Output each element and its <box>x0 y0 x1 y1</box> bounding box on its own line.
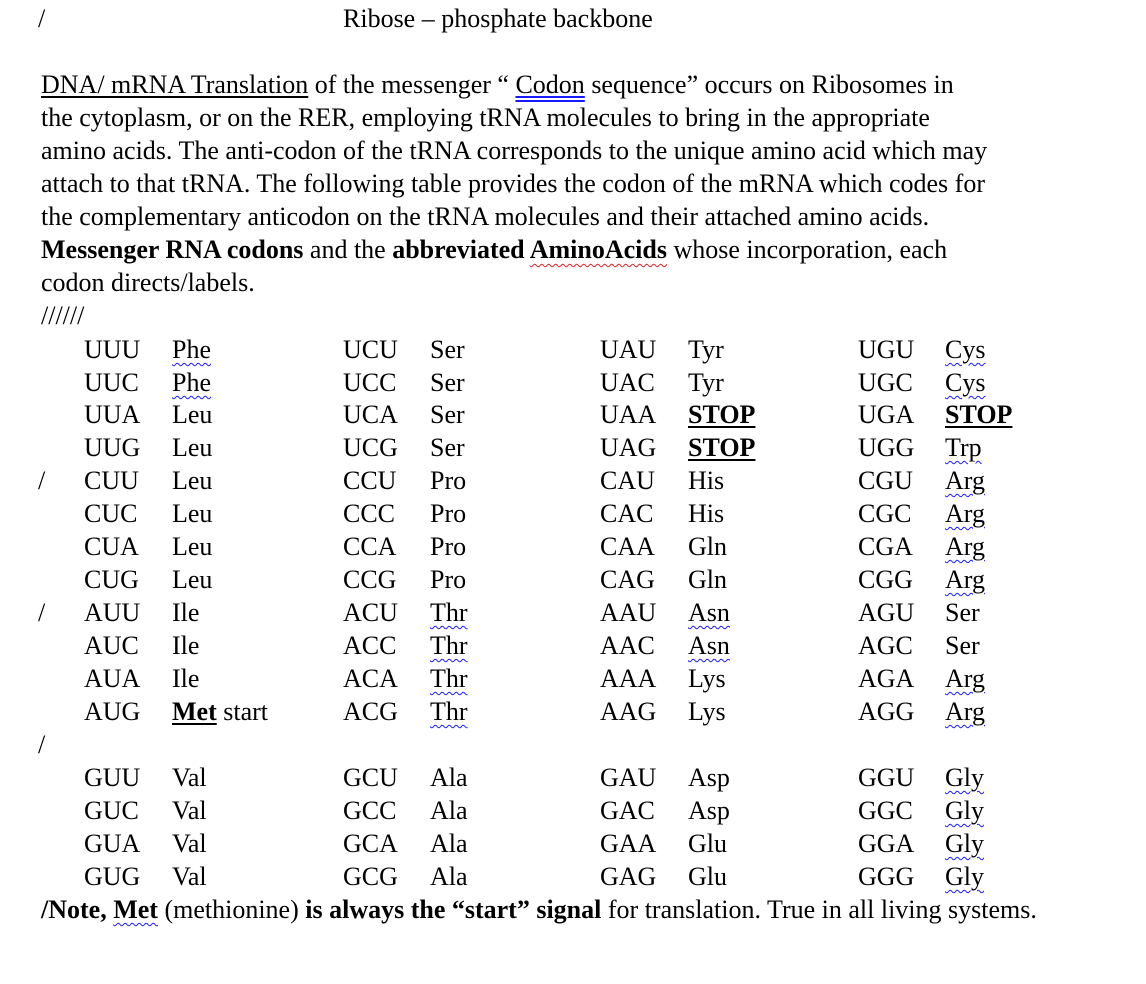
amino-acid <box>430 794 468 827</box>
codon: CAU <box>600 466 655 495</box>
intro-paragraph <box>41 68 1111 332</box>
codon: CGA <box>858 532 913 561</box>
amino-acid <box>430 695 468 728</box>
codon: UUG <box>84 433 141 462</box>
amino-acid-name: Gly <box>945 829 984 858</box>
codon: AGC <box>858 631 913 660</box>
codon: UAU <box>600 335 657 364</box>
codon: GUG <box>84 862 141 891</box>
codon: ACU <box>343 598 398 627</box>
codon: CGU <box>858 466 913 495</box>
amino-acid <box>688 563 727 596</box>
amino-acid-name: Arg <box>945 466 985 495</box>
amino-acid-name: Val <box>172 796 207 825</box>
amino-acid-name: His <box>688 499 725 528</box>
codon: UAG <box>600 433 657 462</box>
amino-acid <box>945 464 985 497</box>
codon: UCC <box>343 368 397 397</box>
codon: UGA <box>858 400 915 429</box>
amino-acid-name: Ile <box>172 631 200 660</box>
codon: UAC <box>600 368 655 397</box>
codon: GAG <box>600 862 657 891</box>
header-slash: / <box>38 4 46 33</box>
amino-acid <box>172 497 212 530</box>
amino-acid-name: Pro <box>430 565 467 594</box>
codon: CCG <box>343 565 397 594</box>
note-met: Met <box>113 895 158 924</box>
codon: CGC <box>858 499 912 528</box>
amino-acid-name: Cys <box>945 368 986 397</box>
amino-acid-name: Val <box>172 763 207 792</box>
codon: GCA <box>343 829 398 858</box>
amino-acid-name: Glu <box>688 829 727 858</box>
amino-acid <box>945 398 1012 431</box>
codon: AAC <box>600 631 655 660</box>
amino-acid <box>945 596 980 629</box>
paragraph-line-2: the cytoplasm, or on the RER, employing tRNA molecules to bring in the appropriate <box>41 103 930 132</box>
amino-acid <box>945 563 985 596</box>
codon: GGU <box>858 763 915 792</box>
amino-acid <box>430 563 466 596</box>
amino-acid <box>172 662 199 695</box>
amino-acid-name: Pro <box>430 499 467 528</box>
codon: GGA <box>858 829 915 858</box>
amino-acid-name: Ser <box>430 368 465 397</box>
amino-acid <box>688 794 730 827</box>
paragraph-line-3: amino acids. The anti-codon of the tRNA corresponds to the unique amino acid which may <box>41 136 988 165</box>
amino-acid-name: Arg <box>945 697 985 726</box>
amino-acid <box>430 860 468 893</box>
codon: CAG <box>600 565 655 594</box>
amino-acid <box>172 530 212 563</box>
codon: AGG <box>858 697 915 726</box>
amino-acid <box>172 827 207 860</box>
translation-term: DNA/ mRNA Translation <box>41 70 309 99</box>
codon: CCU <box>343 466 397 495</box>
amino-acid-name: Trp <box>945 433 982 462</box>
codon: AUC <box>84 631 139 660</box>
abbreviated-term: abbreviated <box>392 235 530 264</box>
amino-acid <box>430 464 466 497</box>
amino-acid-name: Phe <box>172 368 211 397</box>
amino-acid <box>688 497 724 530</box>
codon: CUG <box>84 565 139 594</box>
amino-acid-name: Leu <box>172 499 213 528</box>
amino-acid <box>430 761 468 794</box>
amino-acid <box>430 497 466 530</box>
codon: UUC <box>84 368 139 397</box>
amino-acid <box>430 662 468 695</box>
amino-acid <box>688 398 755 431</box>
paragraph-line-1 <box>41 68 1111 101</box>
amino-acid-name: Ser <box>945 598 980 627</box>
amino-acid-name: Ala <box>430 763 468 792</box>
amino-acid-name: Ser <box>430 400 465 429</box>
paragraph-line-5: the complementary anticodon on the tRNA molecules and their attached amino acids. <box>41 202 930 231</box>
amino-acid-name: Thr <box>430 598 468 627</box>
amino-acid-name: Ala <box>430 862 468 891</box>
amino-acid-name: Gln <box>688 532 727 561</box>
codon: UGU <box>858 335 915 364</box>
amino-acid <box>688 530 727 563</box>
codon-term: Codon <box>515 70 585 99</box>
text-fragment: and the <box>303 235 393 264</box>
text-fragment: whose incorporation, each <box>666 235 948 264</box>
amino-acid <box>172 431 212 464</box>
amino-acid <box>945 497 985 530</box>
codon: CCC <box>343 499 396 528</box>
amino-acid <box>172 695 268 728</box>
codon: AGA <box>858 664 915 693</box>
amino-acid-name: Val <box>172 829 207 858</box>
amino-acid-name: Gln <box>688 565 727 594</box>
codon: ACA <box>343 664 398 693</box>
amino-acid-name: Tyr <box>688 368 724 397</box>
amino-acid-name: Pro <box>430 466 467 495</box>
codon: CUA <box>84 532 139 561</box>
amino-acid-name: Cys <box>945 335 986 364</box>
amino-acid <box>688 596 730 629</box>
amino-acid-name: Ser <box>945 631 980 660</box>
codon: AUA <box>84 664 141 693</box>
codon: UCG <box>343 433 398 462</box>
page-title: Ribose – phosphate backbone <box>343 4 653 33</box>
amino-acid-name: Lys <box>688 697 726 726</box>
text-fragment: for translation. True in all living systems. <box>601 895 1037 924</box>
amino-acid <box>945 794 984 827</box>
codon: CCA <box>343 532 397 561</box>
amino-acid-name: Thr <box>430 664 468 693</box>
marker-slash-gap: / <box>38 730 46 759</box>
codon: GGG <box>858 862 915 891</box>
codon: ACC <box>343 631 397 660</box>
amino-acid-name: STOP <box>688 400 756 429</box>
amino-acid-name: Asp <box>688 796 730 825</box>
amino-acid <box>688 695 726 728</box>
start-label: start <box>216 697 269 726</box>
amino-acid-name: Ser <box>430 433 465 462</box>
codon: AAA <box>600 664 657 693</box>
amino-acid-name: Pro <box>430 532 467 561</box>
amino-acid <box>172 860 207 893</box>
codon: GCG <box>343 862 398 891</box>
codon: CAA <box>600 532 655 561</box>
amino-acid <box>945 761 984 794</box>
amino-acid <box>945 629 980 662</box>
codon: UCA <box>343 400 398 429</box>
codon: UUA <box>84 400 141 429</box>
amino-acid-name: STOP <box>945 400 1013 429</box>
note-start-signal: is always the “start” signal <box>305 895 602 924</box>
paragraph-line-6 <box>41 233 1111 266</box>
amino-acid-name: Arg <box>945 565 985 594</box>
amino-acid-name: Tyr <box>688 335 724 364</box>
amino-acid <box>945 827 984 860</box>
amino-acid-name: Ala <box>430 829 468 858</box>
note-paragraph <box>41 893 1101 926</box>
amino-acid-name: Met <box>172 697 217 726</box>
codon: AAG <box>600 697 657 726</box>
codon: GAU <box>600 763 657 792</box>
codon: ACG <box>343 697 398 726</box>
amino-acid-name: Gly <box>945 796 984 825</box>
amino-acid-name: Asn <box>688 598 730 627</box>
amino-acid <box>688 827 727 860</box>
codon: UGC <box>858 368 913 397</box>
paragraph-line-4: attach to that tRNA. The following table provides the codon of the mRNA which codes for <box>41 169 985 198</box>
amino-acid-name: Glu <box>688 862 727 891</box>
amino-acid-name: Leu <box>172 565 213 594</box>
marker-slash-a: / <box>38 598 46 627</box>
amino-acid <box>172 366 211 399</box>
codon: UAA <box>600 400 657 429</box>
amino-acid <box>430 827 468 860</box>
amino-acid <box>688 761 730 794</box>
codon: UGG <box>858 433 915 462</box>
amino-acid-name: Leu <box>172 532 213 561</box>
amino-acid <box>172 398 212 431</box>
amino-acid-name: Leu <box>172 433 213 462</box>
amino-acid <box>945 860 984 893</box>
amino-acid <box>172 333 211 366</box>
amino-acid-name: Leu <box>172 466 213 495</box>
codon: GUC <box>84 796 139 825</box>
amino-acid <box>172 761 207 794</box>
marker-slash-c: / <box>38 466 46 495</box>
amino-acid <box>430 398 465 431</box>
amino-acid-name: Thr <box>430 697 468 726</box>
amino-acid <box>430 596 468 629</box>
amino-acid-name: Arg <box>945 532 985 561</box>
amino-acid <box>945 366 985 399</box>
codon: GGC <box>858 796 913 825</box>
amino-acid <box>430 366 465 399</box>
amino-acid <box>430 530 466 563</box>
amino-acid-name: Lys <box>688 664 726 693</box>
codon: GAC <box>600 796 655 825</box>
amino-acid <box>688 366 724 399</box>
codon: AGU <box>858 598 915 627</box>
amino-acid-name: STOP <box>688 433 756 462</box>
amino-acid <box>945 333 985 366</box>
amino-acid <box>688 464 724 497</box>
amino-acid-name: Arg <box>945 499 985 528</box>
amino-acid-name: Ala <box>430 796 468 825</box>
amino-acid-name: Phe <box>172 335 211 364</box>
codon: GUU <box>84 763 141 792</box>
codon: GAA <box>600 829 657 858</box>
codon: AUG <box>84 697 141 726</box>
codon: CGG <box>858 565 913 594</box>
codon: GUA <box>84 829 141 858</box>
amino-acids-term: AminoAcids <box>529 235 667 264</box>
amino-acid <box>688 860 727 893</box>
amino-acid-name: Asp <box>688 763 730 792</box>
codon: CAC <box>600 499 654 528</box>
amino-acid <box>945 530 985 563</box>
amino-acid-name: Ser <box>430 335 465 364</box>
text-fragment: (methionine) <box>157 895 306 924</box>
amino-acid-name: Ile <box>172 598 200 627</box>
amino-acid <box>172 563 212 596</box>
codon: UUU <box>84 335 141 364</box>
amino-acid <box>688 431 755 464</box>
codon: CUC <box>84 499 138 528</box>
amino-acid-name: Gly <box>945 763 984 792</box>
amino-acid-name: Thr <box>430 631 468 660</box>
amino-acid-name: Gly <box>945 862 984 891</box>
text-fragment: of the messenger “ <box>308 70 516 99</box>
amino-acid-name: Leu <box>172 400 213 429</box>
amino-acid <box>945 431 982 464</box>
codon: CUU <box>84 466 139 495</box>
amino-acid-name: Val <box>172 862 207 891</box>
amino-acid <box>430 629 468 662</box>
amino-acid <box>430 431 465 464</box>
codon: GCU <box>343 763 398 792</box>
codon: AUU <box>84 598 141 627</box>
amino-acid <box>172 464 212 497</box>
mrna-codons-term: Messenger RNA codons <box>41 235 304 264</box>
text-fragment: sequence” occurs on Ribosomes in <box>584 70 954 99</box>
amino-acid <box>945 662 985 695</box>
codon: AAU <box>600 598 657 627</box>
amino-acid-name: Asn <box>688 631 730 660</box>
amino-acid <box>172 629 199 662</box>
amino-acid <box>688 662 726 695</box>
amino-acid <box>688 333 724 366</box>
amino-acid <box>945 695 985 728</box>
amino-acid-name: Arg <box>945 664 985 693</box>
amino-acid <box>172 794 207 827</box>
amino-acid <box>172 596 199 629</box>
paragraph-line-8: ////// <box>41 301 85 330</box>
amino-acid-name: Ile <box>172 664 200 693</box>
codon: UCU <box>343 335 398 364</box>
paragraph-line-7: codon directs/labels. <box>41 268 255 297</box>
amino-acid <box>688 629 730 662</box>
codon: GCC <box>343 796 397 825</box>
amino-acid-name: His <box>688 466 725 495</box>
amino-acid <box>430 333 465 366</box>
note-label: /Note, <box>41 895 114 924</box>
